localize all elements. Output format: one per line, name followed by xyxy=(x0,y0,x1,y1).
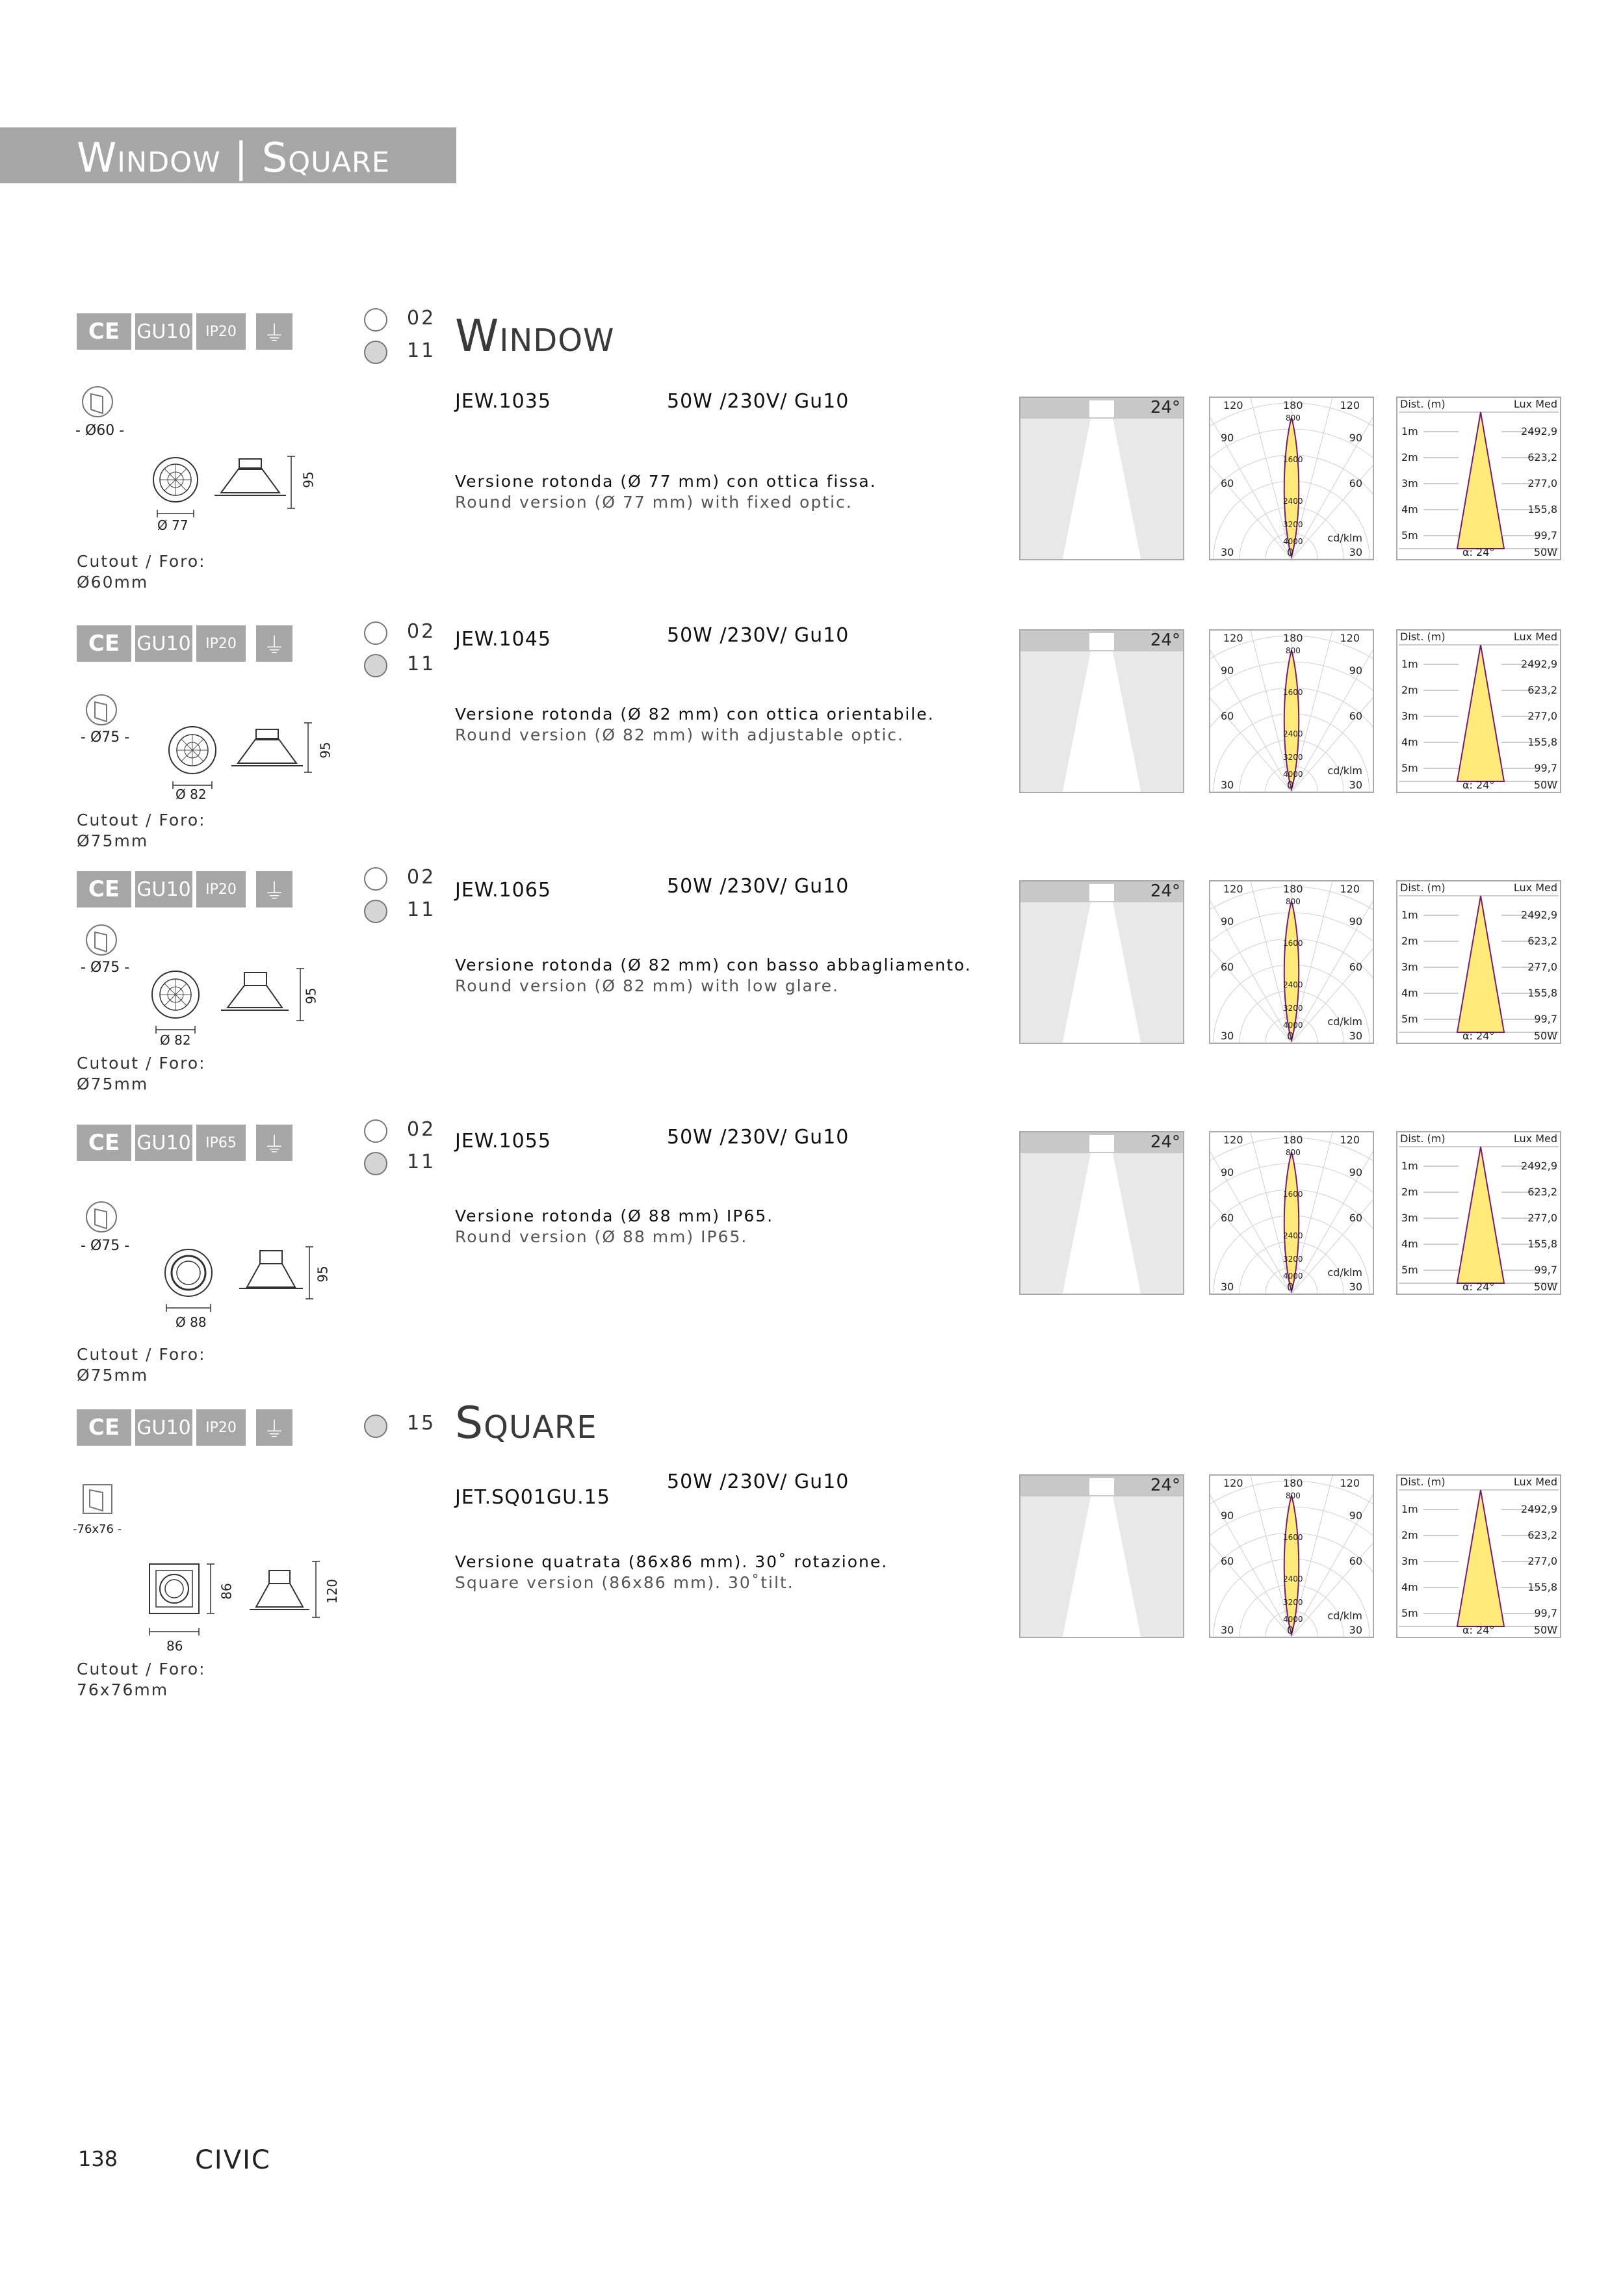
polar-label: 120 xyxy=(1340,1134,1360,1146)
polar-label: 180 xyxy=(1283,632,1303,644)
lux-distance: 3m xyxy=(1401,477,1418,489)
lux-value: 99,7 xyxy=(1534,1013,1557,1025)
cutout-square-icon xyxy=(81,1482,117,1519)
hole-size-label: - Ø60 - xyxy=(75,423,125,439)
lux-power: 50W xyxy=(1533,1624,1557,1636)
lux-value: 155,8 xyxy=(1527,736,1557,748)
lux-alpha: α: 24° xyxy=(1462,1624,1495,1636)
polar-value: 4000 xyxy=(1283,770,1303,779)
polar-value: 3200 xyxy=(1283,1255,1303,1264)
polar-diagram xyxy=(1209,629,1374,793)
ip-badge: IP20 xyxy=(196,1409,246,1446)
polar-label: 30 xyxy=(1349,1624,1362,1636)
ce-badge: CE xyxy=(77,625,131,662)
lux-alpha: α: 24° xyxy=(1462,779,1495,791)
lux-value: 99,7 xyxy=(1534,762,1557,774)
description-italian: Versione rotonda (Ø 82 mm) con ottica orientabile. xyxy=(455,705,935,724)
product-spec: 50W /230V/ Gu10 xyxy=(667,1470,850,1493)
polar-value: 1600 xyxy=(1283,1190,1303,1199)
swatch-white[interactable] xyxy=(364,867,387,891)
polar-value: 800 xyxy=(1286,1491,1301,1500)
cert-badges xyxy=(77,313,292,350)
lux-header: Dist. (m) xyxy=(1400,1476,1446,1488)
polar-value: 1600 xyxy=(1283,688,1303,697)
polar-label: 60 xyxy=(1221,1212,1234,1224)
lux-distance: 4m xyxy=(1401,1581,1418,1593)
lux-power: 50W xyxy=(1533,779,1557,791)
lux-value: 623,2 xyxy=(1527,1186,1557,1198)
cert-badges xyxy=(77,625,292,662)
lux-value: 2492,9 xyxy=(1521,658,1557,670)
lux-distance: 3m xyxy=(1401,961,1418,973)
polar-label: 30 xyxy=(1221,779,1234,791)
cert-badges xyxy=(77,1125,292,1161)
height-dimension: 95 xyxy=(317,742,333,759)
polar-label: 60 xyxy=(1349,961,1362,973)
beam-photo xyxy=(1019,629,1184,793)
polar-label: 60 xyxy=(1349,1555,1362,1567)
height-dimension: 95 xyxy=(300,471,317,488)
polar-value: 1600 xyxy=(1283,1533,1303,1542)
lux-header: Lux Med xyxy=(1513,398,1557,410)
swatch-white[interactable] xyxy=(364,308,387,332)
lux-value: 2492,9 xyxy=(1521,425,1557,437)
polar-value: 2400 xyxy=(1283,980,1303,989)
ip-badge: IP20 xyxy=(196,871,246,907)
polar-value: 4000 xyxy=(1283,537,1303,546)
polar-label: 90 xyxy=(1221,915,1234,928)
lux-table xyxy=(1396,397,1561,560)
lux-power: 50W xyxy=(1533,1281,1557,1293)
lux-header: Dist. (m) xyxy=(1400,398,1446,410)
lux-distance: 1m xyxy=(1401,1503,1418,1515)
hole-size-label: - Ø75 - xyxy=(81,959,130,976)
gu10-badge: GU10 xyxy=(135,871,192,907)
swatch-code: 15 xyxy=(407,1412,436,1435)
polar-label: 120 xyxy=(1223,399,1243,411)
lux-distance: 2m xyxy=(1401,684,1418,696)
diameter-dimension: Ø 77 xyxy=(157,517,188,533)
lux-alpha: α: 24° xyxy=(1462,546,1495,558)
polar-label: 90 xyxy=(1221,664,1234,677)
lux-header: Dist. (m) xyxy=(1400,1132,1446,1145)
description-english: Square version (86x86 mm). 30˚tilt. xyxy=(455,1573,794,1592)
beam-angle: 24° xyxy=(1150,1132,1180,1152)
lux-value: 623,2 xyxy=(1527,1529,1557,1541)
ground-icon: ⏚ xyxy=(256,625,292,662)
polar-value: 3200 xyxy=(1283,520,1303,529)
polar-label: 60 xyxy=(1221,710,1234,722)
beam-photo xyxy=(1019,397,1184,560)
lux-header: Lux Med xyxy=(1513,1476,1557,1488)
polar-label: 0 xyxy=(1287,1281,1294,1293)
ground-icon: ⏚ xyxy=(256,871,292,907)
gu10-badge: GU10 xyxy=(135,313,192,350)
polar-label: 120 xyxy=(1223,1477,1243,1489)
cutout-circle-icon xyxy=(81,384,117,420)
lux-header: Lux Med xyxy=(1513,631,1557,643)
lux-value: 99,7 xyxy=(1534,1607,1557,1619)
product-drawing xyxy=(146,1558,341,1649)
lux-distance: 1m xyxy=(1401,1160,1418,1172)
polar-unit: cd/klm xyxy=(1327,1610,1362,1622)
cutout-info: Cutout / Foro: 76x76mm xyxy=(77,1660,206,1699)
description-italian: Versione rotonda (Ø 88 mm) IP65. xyxy=(455,1207,774,1225)
lux-value: 2492,9 xyxy=(1521,1160,1557,1172)
polar-label: 120 xyxy=(1223,632,1243,644)
polar-label: 120 xyxy=(1223,1134,1243,1146)
hole-size-label: - Ø75 - xyxy=(81,729,130,746)
polar-value: 3200 xyxy=(1283,1004,1303,1013)
product-spec: 50W /230V/ Gu10 xyxy=(667,875,850,898)
description-italian: Versione quatrata (86x86 mm). 30˚ rotazione. xyxy=(455,1552,889,1571)
product-spec: 50W /230V/ Gu10 xyxy=(667,390,850,413)
cutout-info: Cutout / Foro: Ø60mm xyxy=(77,552,206,592)
polar-label: 0 xyxy=(1287,779,1294,791)
description-italian: Versione rotonda (Ø 77 mm) con ottica fissa. xyxy=(455,472,877,491)
beam-angle: 24° xyxy=(1150,631,1180,650)
lux-header: Lux Med xyxy=(1513,1132,1557,1145)
gu10-badge: GU10 xyxy=(135,1409,192,1446)
gu10-badge: GU10 xyxy=(135,625,192,662)
polar-value: 4000 xyxy=(1283,1272,1303,1281)
cutout-info: Cutout / Foro: Ø75mm xyxy=(77,811,206,850)
polar-label: 120 xyxy=(1340,632,1360,644)
polar-label: 120 xyxy=(1340,399,1360,411)
polar-value: 4000 xyxy=(1283,1615,1303,1624)
cutout-circle-icon xyxy=(84,1199,121,1235)
polar-label: 90 xyxy=(1221,1509,1234,1522)
swatch-code: 02 xyxy=(407,866,436,889)
lux-distance: 1m xyxy=(1401,909,1418,921)
lux-power: 50W xyxy=(1533,546,1557,558)
polar-value: 1600 xyxy=(1283,455,1303,464)
lux-value: 155,8 xyxy=(1527,987,1557,999)
height-dimension: 120 xyxy=(324,1578,341,1604)
lux-distance: 5m xyxy=(1401,1607,1418,1619)
polar-label: 60 xyxy=(1349,1212,1362,1224)
polar-label: 30 xyxy=(1221,1624,1234,1636)
polar-diagram xyxy=(1209,1131,1374,1295)
swatch-code: 02 xyxy=(407,620,436,643)
description-english: Round version (Ø 82 mm) with low glare. xyxy=(455,976,839,995)
description-english: Round version (Ø 77 mm) with fixed optic. xyxy=(455,493,853,512)
polar-value: 2400 xyxy=(1283,497,1303,506)
swatch-white[interactable] xyxy=(364,621,387,645)
gu10-badge: GU10 xyxy=(135,1125,192,1161)
swatch-code: 02 xyxy=(407,307,436,330)
lux-header: Lux Med xyxy=(1513,881,1557,894)
section-title-window: Window xyxy=(455,311,615,362)
ip-badge: IP20 xyxy=(196,625,246,662)
polar-label: 30 xyxy=(1221,546,1234,558)
lux-distance: 2m xyxy=(1401,1186,1418,1198)
lux-table xyxy=(1396,1131,1561,1295)
polar-diagram xyxy=(1209,880,1374,1044)
polar-value: 2400 xyxy=(1283,1231,1303,1240)
polar-label: 180 xyxy=(1283,883,1303,895)
ground-icon: ⏚ xyxy=(256,1409,292,1446)
polar-label: 180 xyxy=(1283,1477,1303,1489)
lux-distance: 1m xyxy=(1401,658,1418,670)
beam-photo xyxy=(1019,1131,1184,1295)
polar-label: 30 xyxy=(1349,1030,1362,1042)
lux-distance: 3m xyxy=(1401,710,1418,722)
product-spec: 50W /230V/ Gu10 xyxy=(667,1126,850,1149)
diameter-dimension: Ø 88 xyxy=(175,1314,207,1330)
lux-distance: 4m xyxy=(1401,736,1418,748)
lux-value: 99,7 xyxy=(1534,529,1557,541)
beam-angle: 24° xyxy=(1150,881,1180,901)
cert-badges xyxy=(77,1409,292,1446)
polar-label: 120 xyxy=(1340,883,1360,895)
polar-diagram xyxy=(1209,397,1374,560)
description-italian: Versione rotonda (Ø 82 mm) con basso abbagliamento. xyxy=(455,956,972,974)
lux-value: 277,0 xyxy=(1527,1212,1557,1224)
lux-distance: 2m xyxy=(1401,451,1418,463)
lux-distance: 4m xyxy=(1401,987,1418,999)
product-code: JEW.1035 xyxy=(455,390,551,413)
ip-badge: IP65 xyxy=(196,1125,246,1161)
lux-value: 277,0 xyxy=(1527,1555,1557,1567)
ce-badge: CE xyxy=(77,1125,131,1161)
lux-value: 277,0 xyxy=(1527,961,1557,973)
polar-label: 180 xyxy=(1283,399,1303,411)
polar-unit: cd/klm xyxy=(1327,764,1362,777)
polar-label: 30 xyxy=(1349,546,1362,558)
lux-alpha: α: 24° xyxy=(1462,1281,1495,1293)
lux-table xyxy=(1396,1474,1561,1638)
height-dimension: 95 xyxy=(315,1266,331,1283)
product-code: JEW.1065 xyxy=(455,879,551,902)
polar-label: 120 xyxy=(1223,883,1243,895)
polar-label: 30 xyxy=(1221,1030,1234,1042)
section-title-square: Square xyxy=(455,1398,597,1449)
lux-distance: 3m xyxy=(1401,1555,1418,1567)
polar-label: 0 xyxy=(1287,546,1294,558)
lux-value: 155,8 xyxy=(1527,503,1557,515)
lux-value: 2492,9 xyxy=(1521,1503,1557,1515)
polar-label: 60 xyxy=(1349,710,1362,722)
lux-alpha: α: 24° xyxy=(1462,1030,1495,1042)
lux-header: Dist. (m) xyxy=(1400,631,1446,643)
swatch-white[interactable] xyxy=(364,1119,387,1143)
polar-value: 3200 xyxy=(1283,1598,1303,1607)
lux-table xyxy=(1396,880,1561,1044)
polar-label: 90 xyxy=(1349,915,1362,928)
polar-label: 0 xyxy=(1287,1624,1294,1636)
lux-header: Dist. (m) xyxy=(1400,881,1446,894)
swatch-grey[interactable] xyxy=(364,654,387,677)
polar-label: 60 xyxy=(1221,961,1234,973)
polar-label: 90 xyxy=(1349,664,1362,677)
polar-label: 30 xyxy=(1221,1281,1234,1293)
polar-unit: cd/klm xyxy=(1327,1266,1362,1279)
lux-distance: 1m xyxy=(1401,425,1418,437)
polar-label: 90 xyxy=(1349,432,1362,444)
polar-value: 800 xyxy=(1286,646,1301,655)
height-dimension: 95 xyxy=(303,987,319,1004)
swatch-code: 11 xyxy=(407,898,436,921)
swatch-code: 02 xyxy=(407,1118,436,1141)
lux-distance: 2m xyxy=(1401,935,1418,947)
polar-label: 90 xyxy=(1221,432,1234,444)
lux-value: 277,0 xyxy=(1527,710,1557,722)
lux-value: 277,0 xyxy=(1527,477,1557,489)
lux-distance: 4m xyxy=(1401,503,1418,515)
lux-distance: 5m xyxy=(1401,1264,1418,1276)
polar-value: 2400 xyxy=(1283,1574,1303,1584)
lux-distance: 5m xyxy=(1401,762,1418,774)
lux-value: 623,2 xyxy=(1527,451,1557,463)
polar-diagram xyxy=(1209,1474,1374,1638)
polar-unit: cd/klm xyxy=(1327,1015,1362,1028)
ip-badge: IP20 xyxy=(196,313,246,350)
polar-label: 60 xyxy=(1221,477,1234,489)
product-drawing xyxy=(156,1242,338,1326)
polar-label: 60 xyxy=(1349,477,1362,489)
polar-label: 60 xyxy=(1221,1555,1234,1567)
polar-value: 800 xyxy=(1286,413,1301,423)
cutout-circle-icon xyxy=(84,922,121,958)
cutout-info: Cutout / Foro: Ø75mm xyxy=(77,1054,206,1093)
polar-value: 4000 xyxy=(1283,1021,1303,1030)
polar-label: 90 xyxy=(1349,1509,1362,1522)
beam-photo xyxy=(1019,880,1184,1044)
ground-icon: ⏚ xyxy=(256,1125,292,1161)
square-height-dimension: 86 xyxy=(218,1583,235,1600)
product-spec: 50W /230V/ Gu10 xyxy=(667,624,850,647)
hole-size-label: - Ø75 - xyxy=(81,1238,130,1254)
polar-value: 800 xyxy=(1286,1148,1301,1157)
cutout-info: Cutout / Foro: Ø75mm xyxy=(77,1345,206,1385)
description-english: Round version (Ø 88 mm) IP65. xyxy=(455,1227,748,1246)
polar-value: 800 xyxy=(1286,897,1301,906)
product-code: JEW.1055 xyxy=(455,1130,551,1153)
page-title: Window | Square xyxy=(77,134,391,181)
polar-value: 3200 xyxy=(1283,753,1303,762)
polar-label: 30 xyxy=(1349,1281,1362,1293)
diameter-dimension: Ø 82 xyxy=(175,787,207,802)
ce-badge: CE xyxy=(77,313,131,350)
lux-value: 2492,9 xyxy=(1521,909,1557,921)
lux-value: 623,2 xyxy=(1527,684,1557,696)
diameter-dimension: Ø 82 xyxy=(160,1032,191,1048)
polar-label: 0 xyxy=(1287,1030,1294,1042)
polar-label: 30 xyxy=(1349,779,1362,791)
polar-label: 90 xyxy=(1349,1166,1362,1179)
polar-value: 2400 xyxy=(1283,729,1303,738)
swatch-grey[interactable] xyxy=(364,1152,387,1175)
lux-distance: 4m xyxy=(1401,1238,1418,1250)
ground-icon: ⏚ xyxy=(256,313,292,350)
swatch-grey[interactable] xyxy=(364,1415,387,1438)
brand-logo: CIVIC xyxy=(195,2145,271,2175)
polar-unit: cd/klm xyxy=(1327,532,1362,544)
polar-value: 1600 xyxy=(1283,939,1303,948)
page-number: 138 xyxy=(78,2146,118,2171)
ce-badge: CE xyxy=(77,871,131,907)
cert-badges xyxy=(77,871,292,907)
swatch-code: 11 xyxy=(407,653,436,675)
polar-label: 180 xyxy=(1283,1134,1303,1146)
lux-power: 50W xyxy=(1533,1030,1557,1042)
lux-value: 99,7 xyxy=(1534,1264,1557,1276)
lux-value: 155,8 xyxy=(1527,1238,1557,1250)
lux-table xyxy=(1396,629,1561,793)
swatch-code: 11 xyxy=(407,339,436,362)
header-bar xyxy=(0,127,456,183)
width-dimension: 86 xyxy=(166,1638,183,1654)
lux-distance: 5m xyxy=(1401,1013,1418,1025)
polar-label: 120 xyxy=(1340,1477,1360,1489)
lux-distance: 2m xyxy=(1401,1529,1418,1541)
lux-distance: 3m xyxy=(1401,1212,1418,1224)
beam-photo xyxy=(1019,1474,1184,1638)
beam-angle: 24° xyxy=(1150,1476,1180,1495)
polar-label: 90 xyxy=(1221,1166,1234,1179)
lux-value: 623,2 xyxy=(1527,935,1557,947)
hole-size-label: -76x76 - xyxy=(73,1522,122,1536)
swatch-grey[interactable] xyxy=(364,341,387,364)
description-english: Round version (Ø 82 mm) with adjustable optic. xyxy=(455,725,904,744)
lux-distance: 5m xyxy=(1401,529,1418,541)
swatch-code: 11 xyxy=(407,1151,436,1173)
swatch-grey[interactable] xyxy=(364,900,387,923)
lux-value: 155,8 xyxy=(1527,1581,1557,1593)
product-code: JET.SQ01GU.15 xyxy=(455,1486,610,1509)
product-code: JEW.1045 xyxy=(455,628,551,651)
ce-badge: CE xyxy=(77,1409,131,1446)
cutout-circle-icon xyxy=(84,692,121,728)
beam-angle: 24° xyxy=(1150,398,1180,417)
